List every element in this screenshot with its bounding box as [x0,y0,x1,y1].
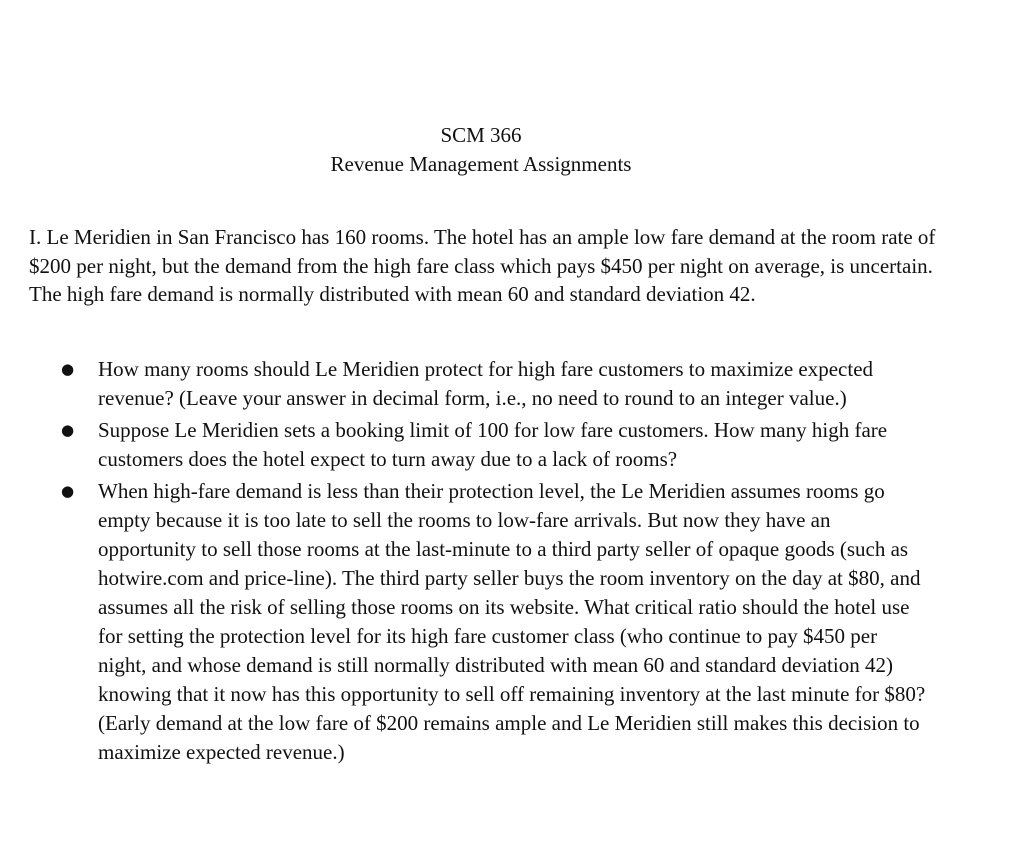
bullet-icon: ● [61,360,75,378]
question-item [0,416,930,474]
question-item [0,477,930,767]
question-item [0,355,930,413]
question-text: When high-fare demand is less than their protection level, the Le Meridien assumes rooms go empty because it is too late to sell the rooms to low-fare arrivals. But now they have an opportunity to sell those rooms at the last-minute to a third party seller of opaque goods (such as hotwire.com and price-line). The third party seller buys the room inventory on the day at $80, and assumes all the risk of selling those rooms on its website. What critical ratio should the hotel use for setting the protection level for its high fare customer class (who continue to pay $450 per night, and whose demand is still normally distributed with mean 60 and standard deviation 42) knowing that it now has this opportunity to sell off remaining inventory at the last minute for $80? (Early demand at the low fare of $200 remains ample and Le Meridien still makes this decision to maximize expected revenue.) [98,479,926,764]
document-title: Revenue Management Assignments [330,152,632,176]
bullet-icon: ● [61,482,75,500]
problem-statement: I. Le Meridien in San Francisco has 160 rooms. The hotel has an ample low fare demand at the room rate of $200 per night, but the demand from the high fare class which pays $450 per night on average, is uncertain. The high fare demand is normally distributed with mean 60 and standard deviation 42. [29,225,936,307]
question-text: How many rooms should Le Meridien protect for high fare customers to maximize expected revenue? (Leave your answer in decimal form, i.e., no need to round to an integer value.) [98,357,874,410]
document-header [0,121,962,179]
course-code: SCM 366 [440,123,522,147]
question-list [0,355,1000,770]
bullet-icon: ● [61,421,75,439]
question-text: Suppose Le Meridien sets a booking limit of 100 for low fare customers. How many high fare customers does the hotel expect to turn away due to a lack of rooms? [98,418,888,471]
